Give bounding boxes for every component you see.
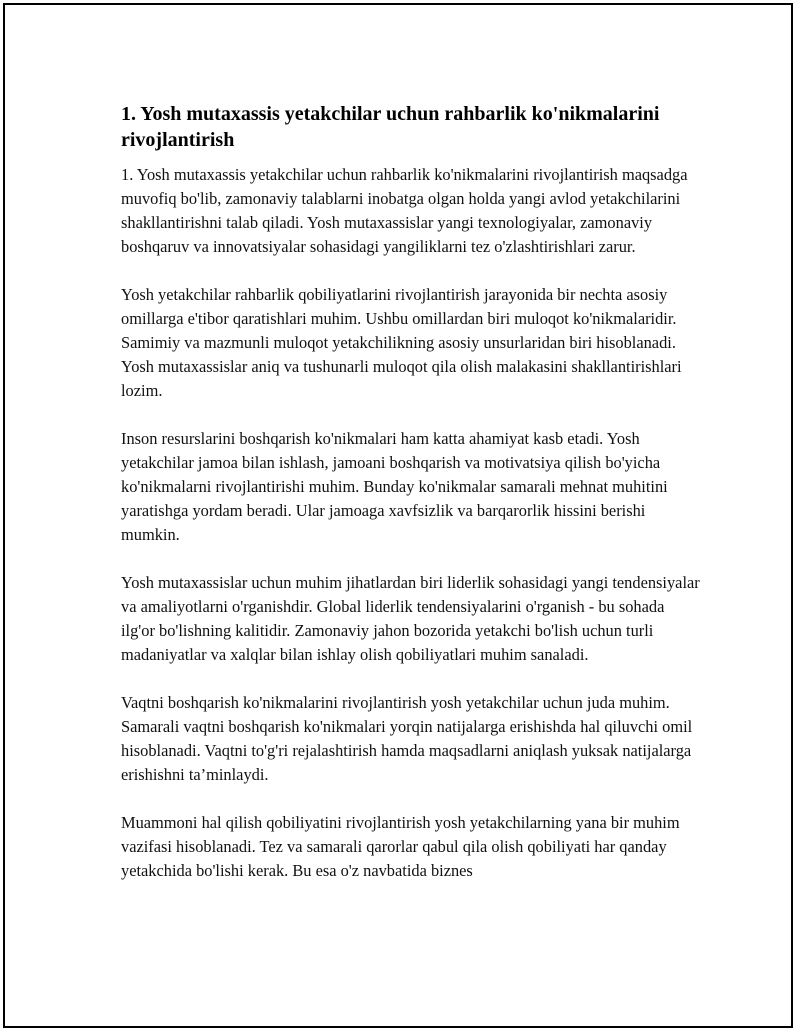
paragraph: Inson resurslarini boshqarish ko'nikmalari ham katta ahamiyat kasb etadi. Yosh yetakchilar jamoa bilan ishlash, jamoani boshqarish va motivatsiya qilish bo'yicha ko'nikmalarni rivojlantirishi muhim. Bunday ko'nikmalar samarali mehnat muhitini yaratishga yordam beradi. Ular jamoaga xavfsizlik va barqarorlik hissini berishi mumkin. — [121, 429, 668, 544]
document-title: 1. Yosh mutaxassis yetakchilar uchun rahbarlik ko'nikmalarini rivojlantirish — [121, 103, 660, 151]
paragraph: Yosh yetakchilar rahbarlik qobiliyatlarini rivojlantirish jarayonida bir nechta asosiy omillarga e'tibor qaratishlari muhim. Ushbu omillardan biri muloqot ko'nikmalaridir. Samimiy va mazmunli muloqot yetakchilikning asosiy unsurlaridan biri hisoblanadi. Yosh mutaxassislar aniq va tushunarli muloqot qila olish malakasini shakllantirishlari lozim. — [121, 285, 682, 400]
paragraph: Yosh mutaxassislar uchun muhim jihatlardan biri liderlik sohasidagi yangi tendensiyalar va amaliyotlarni o'rganishdir. Global liderlik tendensiyalarini o'rganish - bu sohada ilg'or bo'lishning kalitidir. Zamonaviy jahon bozorida yetakchi bo'lish uchun turli madaniyatlar va xalqlar bilan ishlay olish qobiliyatlari muhim sanaladi. — [121, 573, 700, 664]
paragraph: 1. Yosh mutaxassis yetakchilar uchun rahbarlik ko'nikmalarini rivojlantirish maqsadga muvofiq bo'lib, zamonaviy talablarni inobatga olgan holda yangi avlod yetakchilarini shakllantirishni talab qiladi. Yosh mutaxassislar yangi texnologiyalar, zamonaviy boshqaruv va innovatsiyalar sohasidagi yangiliklarni tez o'zlashtirishlari zarur. — [121, 165, 688, 256]
paragraph: Muammoni hal qilish qobiliyatini rivojlantirish yosh yetakchilarning yana bir muhim vazifasi hisoblanadi. Tez va samarali qarorlar qabul qila olish qobiliyati har qanday yetakchida bo'lishi kerak. Bu esa o'z navbatida biznes — [121, 813, 680, 880]
document-body — [121, 101, 701, 907]
document-page — [3, 3, 793, 1028]
paragraph: Vaqtni boshqarish ko'nikmalarini rivojlantirish yosh yetakchilar uchun juda muhim. Samarali vaqtni boshqarish ko'nikmalari yorqin natijalarga erishishda hal qiluvchi omil hisoblanadi. Vaqtni to'g'ri rejalashtirish hamda maqsadlarni aniqlash yuksak natijalarga erishishni ta’minlaydi. — [121, 693, 693, 784]
